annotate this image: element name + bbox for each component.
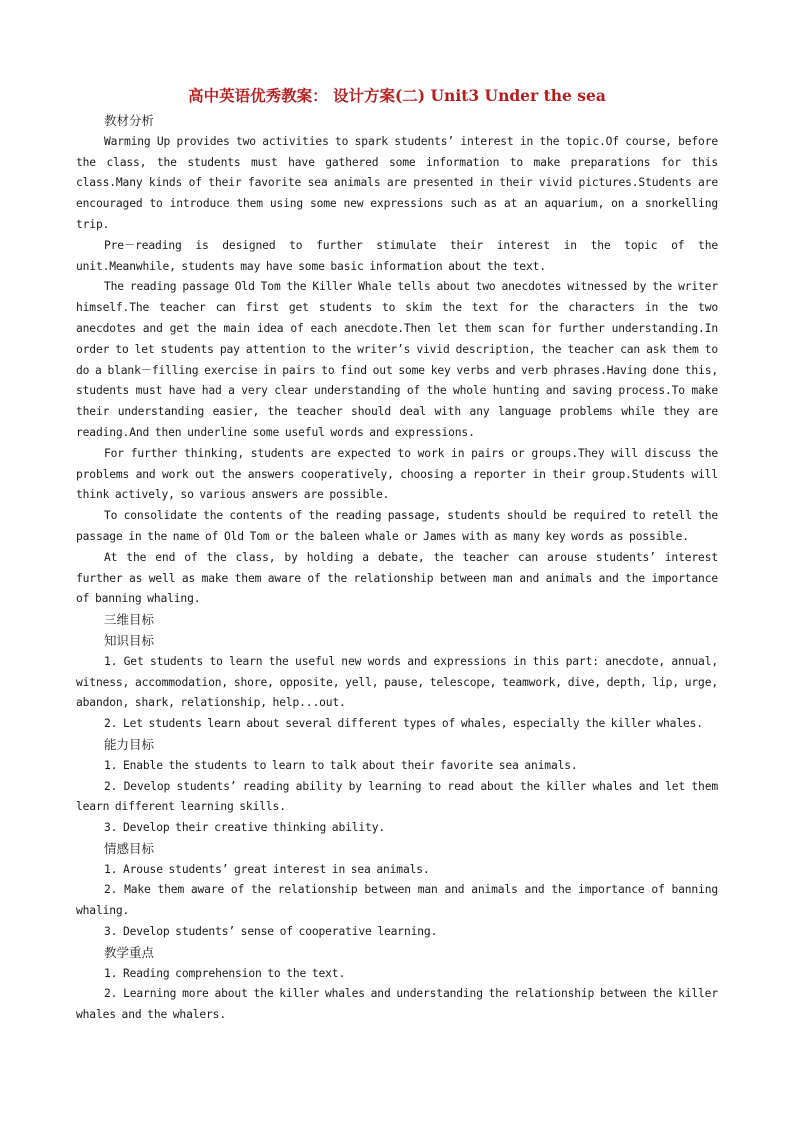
subheading-knowledge-goals: 知识目标 (104, 632, 155, 648)
list-item: 3. Develop students’ sense of cooperative learning. (104, 925, 438, 939)
list-item: 1. Enable the students to learn to talk about their favorite sea animals. (104, 758, 578, 772)
list-item: 2. Develop students’ reading ability by learning to read about the killer whales and let them learn different learning skills. (76, 779, 718, 814)
section-heading-keypoints: 教学重点 (104, 944, 155, 960)
list-item: 2. Learning more about the killer whales and understanding the relationship between the killer whales and the whalers. (76, 987, 718, 1022)
paragraph-consolidate: To consolidate the contents of the reading passage, students should be required to retell the passage in the name of Old Tom or the baleen whale or James with as many key words as possible. (76, 509, 718, 543)
section-heading-goals: 三维目标 (104, 612, 155, 628)
paragraph-further-thinking: For further thinking, students are expected to work in pairs or groups.They will discuss the problems and work out the answers cooperatively, choosing a reporter in their group.Students will think actively, so various answers are possible. (76, 446, 718, 502)
document-page (76, 84, 718, 1026)
paragraph-debate: At the end of the class, by holding a debate, the teacher can arouse students’ interest further as well as make them aware of the relationship between man and animals and the importance of banning whaling. (76, 550, 718, 606)
list-item: 3. Develop their creative thinking ability. (104, 821, 386, 835)
section-analysis (76, 111, 718, 610)
list-item: 2. Let students learn about several different types of whales, especially the killer whales. (104, 717, 703, 731)
section-heading-analysis: 教材分析 (104, 113, 155, 128)
list-item: 1. Arouse students’ great interest in sea animals. (104, 862, 430, 876)
list-item: 2. Make them aware of the relationship between man and animals and the importance of banning whaling. (76, 883, 718, 918)
paragraph-reading-passage: The reading passage Old Tom the Killer Whale tells about two anecdotes witnessed by the writer himself.The teacher can first get students to skim the text for the characters in the two anecdotes and get the main idea of each anecdote.Then let them scan for further understanding.In order to let students pay attention to the writer’s vivid description, the teacher can ask them to do a blank－filling exercise in pairs to find out some key verbs and verb phrases.Having done this, students must have had a very clear understanding of the whole hunting and saving process.To make their understanding easier, the teacher should deal with any language problems while they are reading.And then underline some useful words and expressions. (76, 280, 718, 439)
subheading-ability-goals: 能力目标 (104, 736, 155, 752)
section-goals (76, 610, 718, 943)
paragraph-pre-reading: Pre－reading is designed to further stimulate their interest in the topic of the unit.Meanwhile, students may have some basic information about the text. (76, 238, 718, 273)
list-item: 1. Reading comprehension to the text. (104, 966, 346, 980)
list-item: 1. Get students to learn the useful new words and expressions in this part: anecdote, annual, witness, accommodation, shore, opposite, yell, pause, telescope, teamwork, dive, depth, lip, urge, abandon, shark, relationship, help...out. (76, 654, 718, 710)
subheading-emotion-goals: 情感目标 (104, 840, 155, 856)
document-title: 高中英语优秀教案： 设计方案(二) Unit3 Under the sea (188, 86, 606, 105)
section-keypoints (76, 943, 718, 1026)
paragraph-warming-up: Warming Up provides two activities to spark students’ interest in the topic.Of course, before the class, the students must have gathered some information to make preparations for this class.Many kinds of their favorite sea animals are presented in their vivid pictures.Students are encouraged to introduce them using some new expressions such as at an aquarium, on a snorkelling trip. (76, 134, 718, 231)
